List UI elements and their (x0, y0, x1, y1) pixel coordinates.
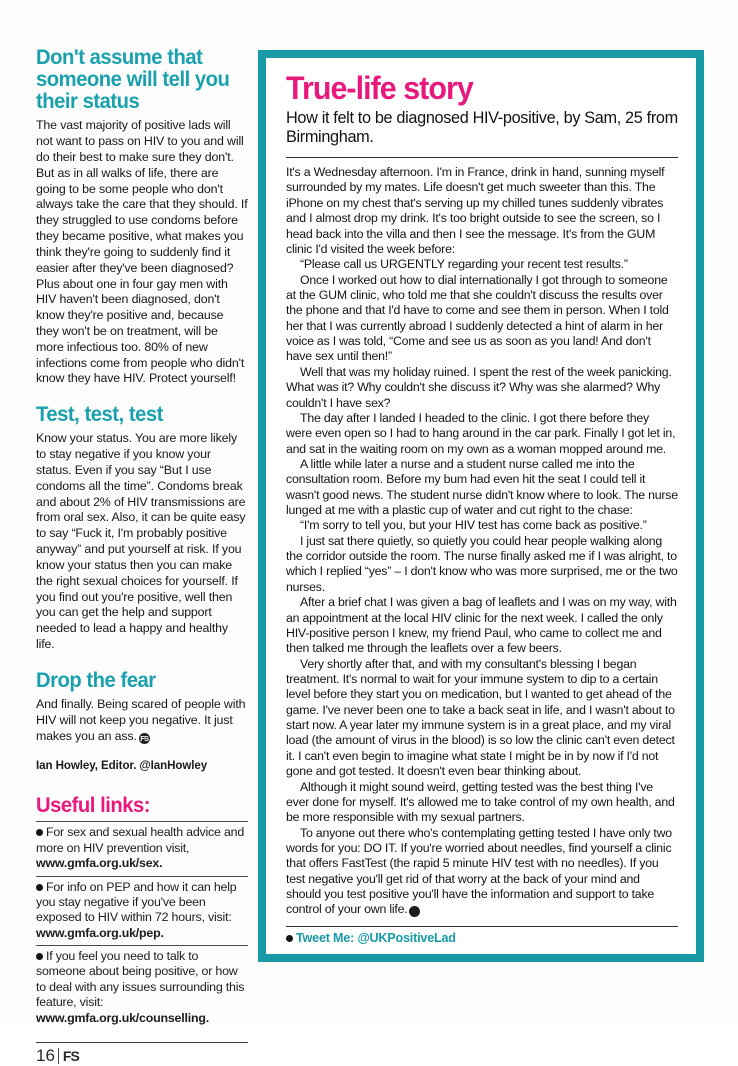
story-paragraph: “Please call us URGENTLY regarding your recent test results.” (300, 257, 628, 272)
story-standfirst: How it felt to be diagnosed HIV-positive, by Sam, 25 from Birmingham. (286, 109, 678, 147)
story-title: True-life story (286, 70, 473, 106)
fs-roundel-icon: FS (409, 906, 420, 917)
fs-roundel-icon: FS (140, 733, 149, 743)
section-heading-dont-assume: Don't assume that someone will tell you their status (36, 45, 230, 114)
left-column (36, 46, 248, 1066)
useful-links-heading: Useful links: (36, 793, 151, 818)
story-paragraph: It's a Wednesday afternoon. I'm in France, drink in hand, sunning myself surrounded by my mates. Life doesn't get much sweeter than this. The iPhone on my chest that's serving up my chilled tunes suddenly vibrates and I almost drop my drink. It's too bright outside to see the screen, so I head back into the villa and then I see the message. It's from the GUM clinic I'd visited the week before: (286, 165, 665, 256)
bullet-dot-icon (36, 953, 43, 960)
story-paragraph-final (286, 826, 678, 918)
story-paragraph: Very shortly after that, and with my consultant's blessing I began treatment. It's normal to wait for your immune system to dip to a certain level before they start you on medication, but I wanted to get ahead of the game. I've never been one to take a back seat in life, and I wasn't about to start now. A year later my immune system is in a great place, and my viral load (the amount of virus in the blood) is so low the clinic can't even detect it. I can't even begin to imagine what state I might be in by now if I'd not gone and got tested. It doesn't even bear thinking about. (286, 656, 675, 779)
useful-link-url[interactable]: www.gmfa.org.uk/pep. (36, 925, 164, 940)
useful-link-item (36, 821, 248, 871)
story-final-text: To anyone out there who's contemplating getting tested I have only two words for you: DO IT. If you're worried about needles, find yourself a clinic that offers FastTest (the rapid 5 minute HIV test with no needles). If you test negative you'll get rid of that worry at the back of your mind and should you test positive you'll have the information and support to take control of your own life. (286, 825, 672, 917)
useful-link-item (36, 876, 248, 942)
useful-link-url[interactable]: www.gmfa.org.uk/counselling. (36, 1010, 209, 1025)
section-body-test-test-test: Know your status. You are more likely to stay negative if you know your status. Even if you say “But I use condoms all the time”. Condoms break and about 2% of HIV transmissions are from oral sex. Also, it can be quite easy to say “Fuck it, I'm probably positive anyway” and put yourself at risk. If you know your status then you can make the right sexual choices for yourself. If you find out you're positive, well then you can get the help and support needed to lead a happy and healthy life. (36, 431, 246, 651)
footer-divider (36, 1042, 248, 1043)
bullet-dot-icon (36, 884, 43, 891)
story-paragraph: Although it might sound weird, getting tested was the best thing I've ever done for myself. It's allowed me to take control of my own health, and be more responsible with my sexual partners. (286, 779, 675, 825)
page-footer (36, 1046, 248, 1066)
story-paragraph: After a brief chat I was given a bag of leaflets and I was on my way, with an appointment at the local HIV clinic for the next week. I called the only HIV-positive person I knew, my friend Paul, who came to collect me and then talked me through the leaflets over a few beers. (286, 595, 677, 656)
editor-byline: Ian Howley, Editor. @IanHowley (36, 759, 208, 773)
bullet-dot-icon (36, 829, 43, 836)
tweet-handle-text: Tweet Me: @UKPositiveLad (296, 930, 456, 945)
story-paragraph: Once I worked out how to dial internationally I got through to someone at the GUM clinic, who told me that she couldn't discuss the results over the phone and that I'd have to come and see them in person. When I told her that I was currently abroad I suddenly detected a hint of alarm in her voice as I was told, “Come and see us as soon as you land! And don't have sex until then!” (286, 272, 669, 364)
story-paragraph: “I'm sorry to tell you, but your HIV test has come back as positive.” (300, 518, 647, 533)
useful-link-text: If you feel you need to talk to someone about being positive, or how to deal with any issues surrounding this feature, visit: (36, 949, 245, 1010)
story-paragraph: I just sat there quietly, so quietly you could hear people walking along the corridor outside the room. The nurse finally asked me if I was alright, to which I replied “yes” – I don't know who was more surprised, me or the two nurses. (286, 533, 678, 594)
bullet-dot-icon (286, 935, 293, 942)
drop-the-fear-text: And finally. Being scared of people with HIV will not keep you negative. It just makes you an ass. (36, 696, 246, 743)
useful-link-url[interactable]: www.gmfa.org.uk/sex. (36, 856, 163, 871)
true-life-story-box (258, 50, 704, 962)
page-number: 16 (36, 1045, 55, 1065)
useful-link-text: For info on PEP and how it can help you stay negative if you've been exposed to HIV within 72 hours, visit: (36, 879, 237, 925)
story-inner (266, 58, 696, 954)
section-heading-drop-the-fear: Drop the fear (36, 667, 156, 692)
section-body-dont-assume: The vast majority of positive lads will not want to pass on HIV to you and will do their best to make sure they don't. But as in all walks of life, there are going to be some people who don't always take the care that they should. If they struggled to use condoms before they became positive, what makes you think they're going to suddenly find it easier after they've been diagnosed? Plus about one in four gay men with HIV haven't been diagnosed, don't know they're positive and, because they won't be on treatment, will be more infectious too. 80% of new infections come from people who didn't know they have HIV. Protect yourself! (36, 118, 248, 386)
fs-masthead-logo: FS (58, 1048, 79, 1064)
section-heading-test-test-test: Test, test, test (36, 402, 163, 427)
section-body-drop-the-fear (36, 697, 248, 744)
useful-link-item (36, 945, 248, 1026)
tweet-handle-line[interactable] (286, 931, 678, 945)
story-body (286, 165, 678, 918)
story-paragraph: The day after I landed I headed to the clinic. I got there before they were even open so I had to hang around in the car park. Finally I got let in, and sat in the waiting room on my own as a woman mopped around me. (286, 410, 676, 456)
tweet-divider (286, 926, 678, 945)
story-paragraph: A little while later a nurse and a student nurse called me into the consultation room. Before my bum had even hit the seat I could tell it wasn't good news. The student nurse didn't know where to look. The nurse lunged at me with a plastic cup of water and cut right to the chase: (286, 456, 678, 518)
story-divider (286, 157, 678, 158)
story-paragraph: Well that was my holiday ruined. I spent the rest of the week panicking. What was it? Why couldn't she discuss it? Why was she alarmed? Why couldn't I have sex? (286, 364, 672, 410)
useful-link-text: For sex and sexual health advice and more on HIV prevention visit, (36, 825, 245, 855)
